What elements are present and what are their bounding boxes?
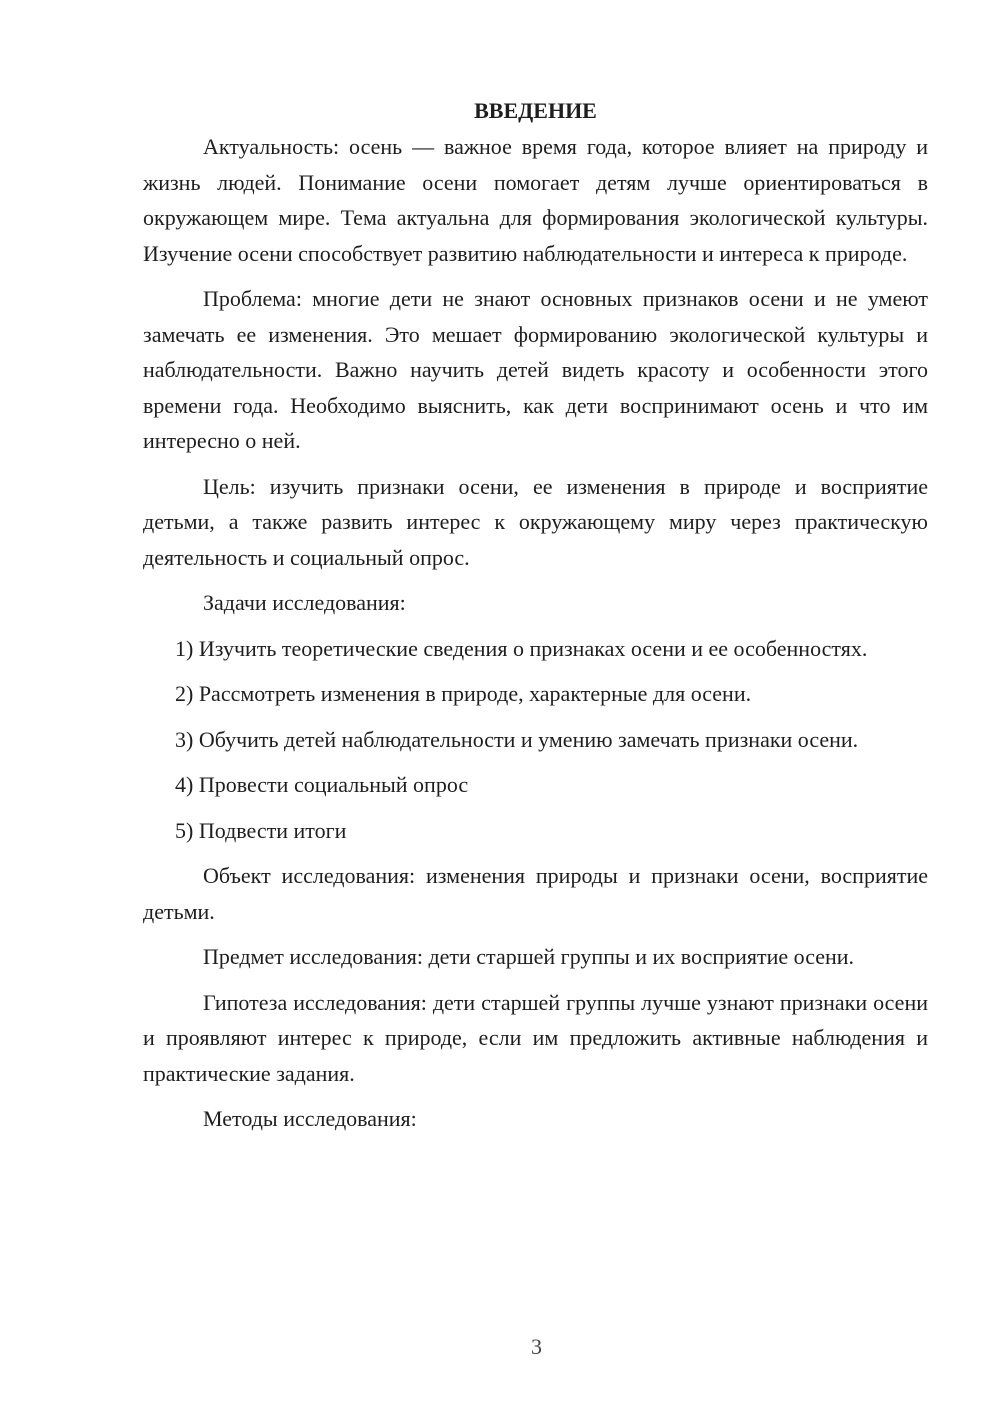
task-item: 3) Обучить детей наблюдательности и умению замечать признаки осени.: [175, 726, 859, 752]
hypothesis-paragraph: Гипотеза исследования: дети старшей группы лучше узнают признаки осени и проявляют интерес к природе, если им предложить активные наблюдения и практические задания.: [143, 989, 928, 1086]
object-paragraph: Объект исследования: изменения природы и признаки осени, восприятие детьми.: [143, 863, 928, 924]
task-item: 4) Провести социальный опрос: [175, 772, 469, 797]
task-item: 1) Изучить теоретические сведения о признаках осени и ее особенностях.: [175, 635, 868, 661]
page-number: 3: [531, 1334, 542, 1359]
tasks-heading: Задачи исследования:: [203, 590, 406, 615]
goal-paragraph: Цель: изучить признаки осени, ее изменения в природе и восприятие детьми, а также развить интерес к окружающему миру через практическую деятельность и социальный опрос.: [143, 473, 928, 570]
task-item: 5) Подвести итоги: [175, 817, 347, 843]
problem-paragraph: Проблема: многие дети не знают основных признаков осени и не умеют замечать ее изменения. Это мешает формированию экологической культуры и наблюдательности. Важно научить детей видеть красоту и особенности этого времени года. Необходимо выяснить, как дети воспринимают осень и что им интересно о ней.: [143, 286, 928, 453]
task-item: 2) Рассмотреть изменения в природе, характерные для осени.: [175, 681, 752, 706]
relevance-paragraph: Актуальность: осень — важное время года, которое влияет на природу и жизнь людей. Понимание осени помогает детям лучше ориентироваться в окружающем мире. Тема актуальна для формирования экологической культуры. Изучение осени способствует развитию наблюдательности и интереса к природе.: [143, 134, 928, 266]
document-page: [143, 93, 928, 1147]
methods-heading: Методы исследования:: [203, 1106, 417, 1131]
subject-paragraph: Предмет исследования: дети старшей группы и их восприятие осени.: [203, 944, 855, 969]
page-title: ВВЕДЕНИЕ: [474, 98, 597, 123]
